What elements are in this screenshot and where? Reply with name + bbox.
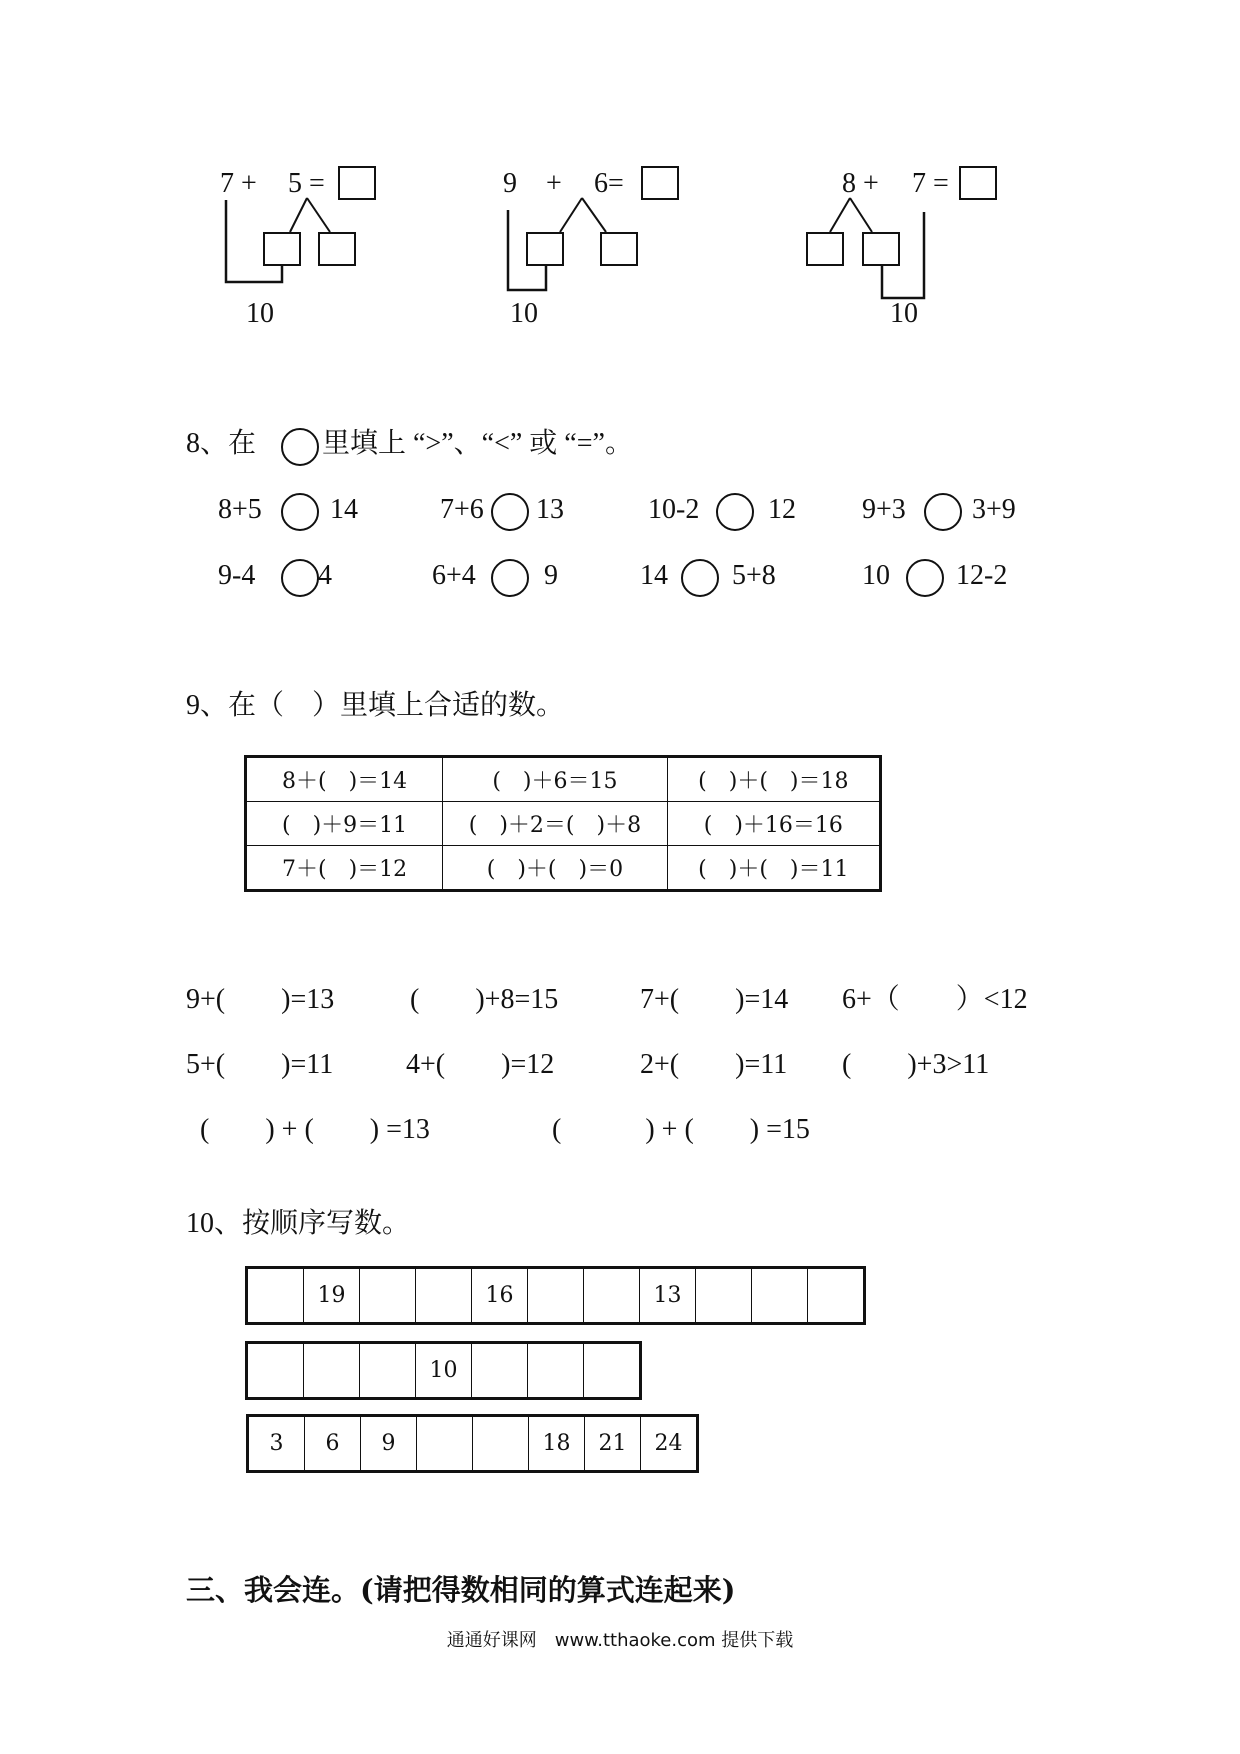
q8-r2-c4-left: 10	[862, 560, 890, 591]
q9-cell[interactable]: ( )＋2＝( )＋8	[443, 802, 667, 846]
q9-cell[interactable]: ( )＋( )＝11	[667, 846, 880, 891]
seq-cell[interactable]	[472, 1343, 528, 1399]
q8-title-suffix: 里填上 “>”、“<” 或 “=”。	[322, 428, 633, 459]
seq-cell[interactable]	[584, 1343, 641, 1399]
seq-cell[interactable]	[584, 1268, 640, 1324]
q8-r2-c2-left: 6+4	[432, 560, 476, 591]
seq-cell[interactable]	[247, 1268, 304, 1324]
q9-cell[interactable]: ( )＋( )＝18	[667, 757, 880, 802]
q9-eq-r2-1[interactable]: 5+( )=11	[186, 1049, 334, 1080]
table-row	[246, 802, 881, 846]
q10-title: 10、按顺序写数。	[186, 1208, 411, 1239]
table-row	[248, 1416, 698, 1472]
q8-title-circle-icon	[281, 428, 319, 466]
q8-r1-c1-circle[interactable]	[281, 493, 319, 531]
q9-cell[interactable]: 8＋( )＝14	[246, 757, 443, 802]
q8-r2-c3-left: 14	[640, 560, 668, 591]
q9-eq-r3-1[interactable]: ( ) + ( ) =13	[200, 1114, 430, 1145]
q8-r1-c4-circle[interactable]	[924, 493, 962, 531]
q9-eq-r1-2[interactable]: ( )+8=15	[410, 984, 559, 1015]
q10-sequence-row-3	[246, 1414, 699, 1473]
decomp-3-b: 7 =	[912, 168, 949, 199]
q8-r2-c2-right: 9	[544, 560, 558, 591]
seq-cell[interactable]	[528, 1343, 584, 1399]
seq-cell[interactable]: 19	[304, 1268, 360, 1324]
q9-eq-r1-3[interactable]: 7+( )=14	[640, 984, 789, 1015]
q9-cell[interactable]: ( )＋6＝15	[443, 757, 667, 802]
q8-r2-c4-circle[interactable]	[906, 559, 944, 597]
q9-eq-r1-4[interactable]: 6+（ ）<12	[842, 984, 1028, 1015]
q8-r1-c3-left: 10-2	[648, 494, 700, 525]
seq-cell[interactable]: 24	[641, 1416, 698, 1472]
seq-cell[interactable]	[304, 1343, 360, 1399]
q9-title: 9、在（ ）里填上合适的数。	[186, 690, 565, 721]
q8-r2-c1-right: 4	[318, 560, 332, 591]
seq-cell[interactable]: 6	[305, 1416, 361, 1472]
q8-r2-c2-circle[interactable]	[491, 559, 529, 597]
q8-r1-c2-right: 13	[536, 494, 564, 525]
decomp-1-b: 5 =	[288, 168, 325, 199]
q8-r2-c3-right: 5+8	[732, 560, 776, 591]
seq-cell[interactable]	[416, 1268, 472, 1324]
table-row	[247, 1268, 865, 1324]
seq-cell[interactable]: 18	[529, 1416, 585, 1472]
seq-cell[interactable]	[360, 1343, 416, 1399]
q8-r1-c3-right: 12	[768, 494, 796, 525]
q8-r1-c3-circle[interactable]	[716, 493, 754, 531]
q9-cell[interactable]: 7＋( )＝12	[246, 846, 443, 891]
seq-cell[interactable]: 21	[585, 1416, 641, 1472]
decomp-2-plus: +	[546, 168, 562, 199]
q8-r1-c1-right: 14	[330, 494, 358, 525]
q8-r1-c2-left: 7+6	[440, 494, 484, 525]
q8-r2-c1-circle[interactable]	[281, 559, 319, 597]
decomp-2-a: 9	[503, 168, 517, 199]
seq-cell[interactable]: 13	[640, 1268, 696, 1324]
seq-cell[interactable]	[360, 1268, 416, 1324]
decomp-2-b: 6=	[594, 168, 624, 199]
seq-cell[interactable]	[808, 1268, 865, 1324]
q8-r2-c3-circle[interactable]	[681, 559, 719, 597]
seq-cell[interactable]	[473, 1416, 529, 1472]
q8-r1-c4-right: 3+9	[972, 494, 1016, 525]
q9-eq-r2-3[interactable]: 2+( )=11	[640, 1049, 788, 1080]
q9-cell[interactable]: ( )＋9＝11	[246, 802, 443, 846]
footer-credit: 通通好课网 www.tthaoke.com 提供下载	[446, 1630, 794, 1651]
seq-cell[interactable]	[752, 1268, 808, 1324]
seq-cell[interactable]: 9	[361, 1416, 417, 1472]
q9-fill-table	[244, 755, 882, 892]
decomp-1-a: 7 +	[220, 168, 257, 199]
q8-r1-c4-left: 9+3	[862, 494, 906, 525]
q8-title-prefix: 8、在	[186, 428, 257, 459]
decomp-3-ten: 10	[890, 298, 918, 329]
seq-cell[interactable]	[528, 1268, 584, 1324]
seq-cell[interactable]: 3	[248, 1416, 305, 1472]
decomp-3-a: 8 +	[842, 168, 879, 199]
q10-sequence-row-1	[245, 1266, 866, 1325]
q9-eq-r1-1[interactable]: 9+( )=13	[186, 984, 335, 1015]
q8-r2-c1-left: 9-4	[218, 560, 256, 591]
seq-cell[interactable]: 10	[416, 1343, 472, 1399]
q10-sequence-row-2	[245, 1341, 642, 1400]
q9-eq-r2-2[interactable]: 4+( )=12	[406, 1049, 555, 1080]
section-3-heading: 三、我会连。(请把得数相同的算式连起来)	[186, 1573, 736, 1607]
table-row	[246, 757, 881, 802]
decomp-2-ten: 10	[510, 298, 538, 329]
q9-cell[interactable]: ( )＋( )＝0	[443, 846, 667, 891]
seq-cell[interactable]	[247, 1343, 304, 1399]
decomp-3-lines	[0, 0, 1240, 360]
q9-eq-r2-4[interactable]: ( )+3>11	[842, 1049, 990, 1080]
seq-cell[interactable]: 16	[472, 1268, 528, 1324]
q9-cell[interactable]: ( )＋16＝16	[667, 802, 880, 846]
q9-eq-r3-2[interactable]: ( ) + ( ) =15	[552, 1114, 810, 1145]
q8-r1-c1-left: 8+5	[218, 494, 262, 525]
seq-cell[interactable]	[417, 1416, 473, 1472]
table-row	[246, 846, 881, 891]
q8-r2-c4-right: 12-2	[956, 560, 1008, 591]
seq-cell[interactable]	[696, 1268, 752, 1324]
table-row	[247, 1343, 641, 1399]
q8-r1-c2-circle[interactable]	[491, 493, 529, 531]
decomp-1-ten: 10	[246, 298, 274, 329]
